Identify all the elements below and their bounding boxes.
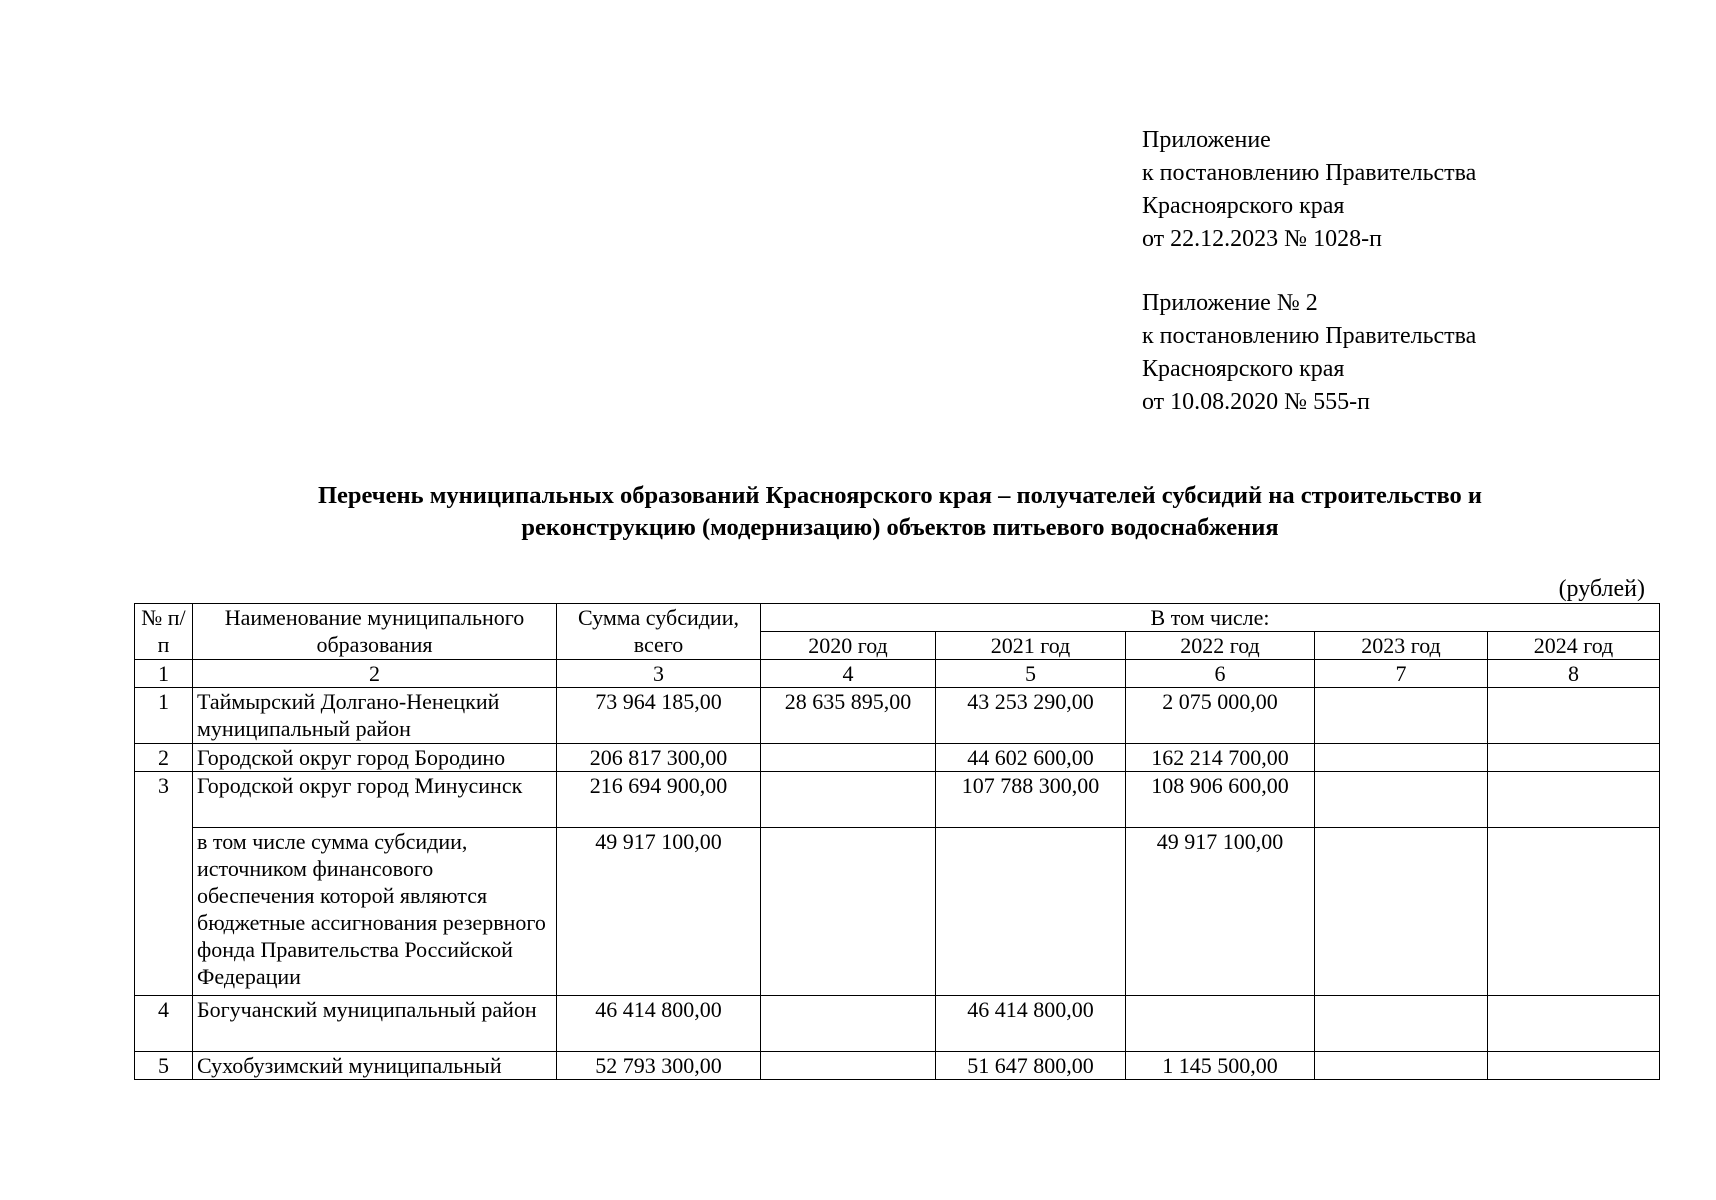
row-2023: [1315, 996, 1488, 1052]
row-name: Таймырский Долгано-Ненецкий муниципальный район: [193, 688, 557, 744]
row-2020: [761, 828, 936, 996]
row-total: 73 964 185,00: [557, 688, 761, 744]
row-total: 216 694 900,00: [557, 772, 761, 828]
row-name: Богучанский муниципальный район: [193, 996, 557, 1052]
title-line-1: Перечень муниципальных образований Красноярского края – получателей субсидий на строительство и: [317, 482, 1482, 509]
row-2021: 46 414 800,00: [936, 996, 1126, 1052]
row-total: 52 793 300,00: [557, 1052, 761, 1080]
header-year-2023: 2023 год: [1315, 632, 1488, 660]
header-name: Наименование муниципального образования: [193, 604, 557, 660]
row-2020: [761, 772, 936, 828]
index-cell: 5: [936, 660, 1126, 688]
row-num: 3: [135, 772, 193, 996]
table-row: [135, 996, 1660, 1052]
units-label: (рублей): [1558, 576, 1645, 602]
index-cell: 6: [1126, 660, 1315, 688]
row-2023: [1315, 828, 1488, 996]
row-2024: [1488, 688, 1660, 744]
row-2022: 2 075 000,00: [1126, 688, 1315, 744]
table-row: [135, 828, 1660, 996]
appendix-1-line-4: от 22.12.2023 № 1028-п: [1142, 226, 1382, 252]
index-cell: 3: [557, 660, 761, 688]
header-year-2020: 2020 год: [761, 632, 936, 660]
row-name: Городской округ город Минусинск: [193, 772, 557, 828]
header-including: В том числе:: [761, 604, 1660, 632]
header-num: № п/п: [135, 604, 193, 660]
header-year-2021: 2021 год: [936, 632, 1126, 660]
row-2024: [1488, 772, 1660, 828]
appendix-2-line-1: Приложение № 2: [1142, 290, 1318, 316]
row-name: Сухобузимский муниципальный: [193, 1052, 557, 1080]
row-2023: [1315, 1052, 1488, 1080]
row-2020: [761, 996, 936, 1052]
row-total: 206 817 300,00: [557, 744, 761, 772]
row-2022: 162 214 700,00: [1126, 744, 1315, 772]
row-2023: [1315, 744, 1488, 772]
row-2024: [1488, 1052, 1660, 1080]
row-2021: 107 788 300,00: [936, 772, 1126, 828]
appendix-1-line-1: Приложение: [1142, 127, 1271, 153]
table-row: [135, 744, 1660, 772]
row-2022: 49 917 100,00: [1126, 828, 1315, 996]
row-total: 46 414 800,00: [557, 996, 761, 1052]
column-index-row: [135, 660, 1660, 688]
header-year-2022: 2022 год: [1126, 632, 1315, 660]
row-num: 4: [135, 996, 193, 1052]
row-num: 5: [135, 1052, 193, 1080]
appendix-1-block: [1142, 124, 1662, 256]
table-row: [135, 688, 1660, 744]
row-2023: [1315, 688, 1488, 744]
row-2021: [936, 828, 1126, 996]
appendix-2-line-4: от 10.08.2020 № 555-п: [1142, 389, 1370, 415]
row-2021: 51 647 800,00: [936, 1052, 1126, 1080]
appendix-2-line-3: Красноярского края: [1142, 356, 1345, 382]
row-2022: 1 145 500,00: [1126, 1052, 1315, 1080]
row-2021: 43 253 290,00: [936, 688, 1126, 744]
title-line-2: реконструкцию (модернизацию) объектов питьевого водоснабжения: [521, 514, 1279, 541]
row-2024: [1488, 744, 1660, 772]
appendix-1-line-3: Красноярского края: [1142, 193, 1345, 219]
row-num: 2: [135, 744, 193, 772]
row-2024: [1488, 996, 1660, 1052]
row-2020: 28 635 895,00: [761, 688, 936, 744]
row-2022: [1126, 996, 1315, 1052]
appendix-2-block: [1142, 287, 1662, 419]
row-num: 1: [135, 688, 193, 744]
row-2020: [761, 744, 936, 772]
row-name: Городской округ город Бородино: [193, 744, 557, 772]
row-2024: [1488, 828, 1660, 996]
subsidy-table: [134, 603, 1660, 1080]
appendix-1-line-2: к постановлению Правительства: [1142, 160, 1477, 186]
header-total: Сумма субсидии, всего: [557, 604, 761, 660]
row-2022: 108 906 600,00: [1126, 772, 1315, 828]
document-title: [120, 480, 1680, 544]
table-header-row-1: [135, 604, 1660, 632]
appendix-2-line-2: к постановлению Правительства: [1142, 323, 1477, 349]
index-cell: 4: [761, 660, 936, 688]
row-name: в том числе сумма субсидии, источником финансового обеспечения которой являются бюджетные ассигнования резервного фонда Правительства Российской Федерации: [193, 828, 557, 996]
table-row: [135, 1052, 1660, 1080]
row-2020: [761, 1052, 936, 1080]
index-cell: 1: [135, 660, 193, 688]
header-year-2024: 2024 год: [1488, 632, 1660, 660]
row-total: 49 917 100,00: [557, 828, 761, 996]
table-row: [135, 772, 1660, 828]
row-2021: 44 602 600,00: [936, 744, 1126, 772]
index-cell: 8: [1488, 660, 1660, 688]
row-2023: [1315, 772, 1488, 828]
index-cell: 7: [1315, 660, 1488, 688]
index-cell: 2: [193, 660, 557, 688]
